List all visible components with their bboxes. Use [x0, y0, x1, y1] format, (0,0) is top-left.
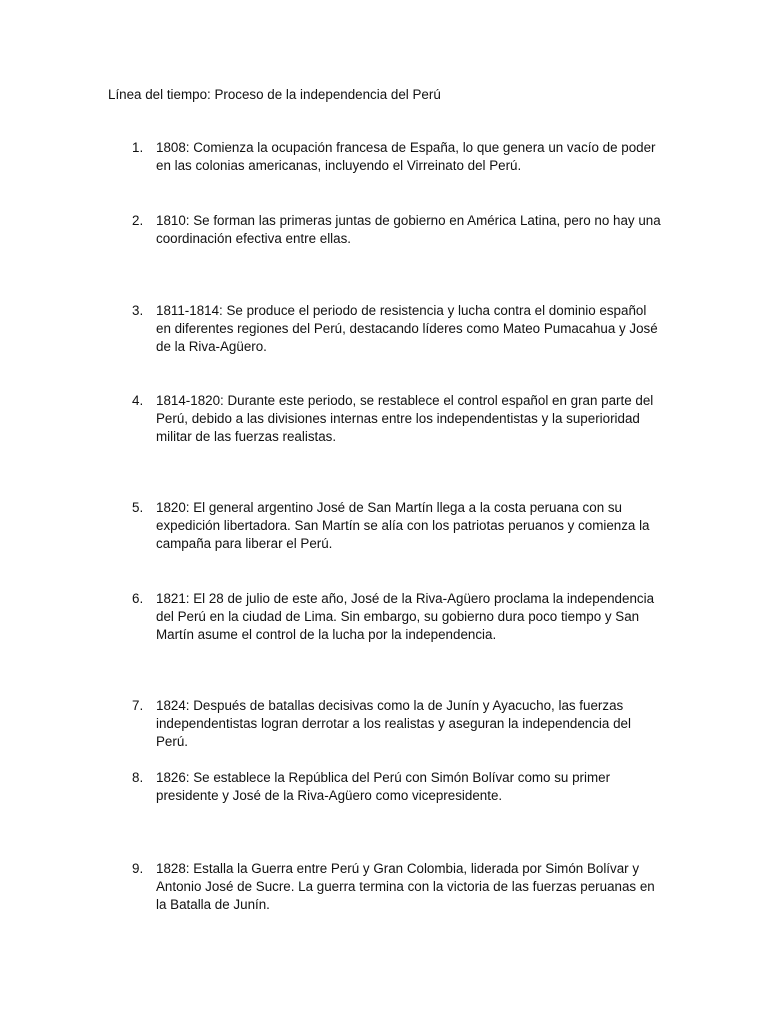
list-item-text: 1824: Después de batallas decisivas como la de Junín y Ayacucho, las fuerzas independentistas logran derrotar a los realistas y aseguran la independencia del Perú. — [156, 698, 631, 749]
list-item-number: 3. — [132, 303, 144, 318]
list-item-text: 1828: Estalla la Guerra entre Perú y Gran Colombia, liderada por Simón Bolívar y Antonio José de Sucre. La guerra termina con la victoria de las fuerzas peruanas en la Batalla de Junín. — [156, 861, 655, 912]
list-item-number: 4. — [132, 393, 144, 408]
list-item-number: 8. — [132, 770, 144, 785]
list-item-number: 1. — [132, 140, 144, 155]
list-item-text: 1826: Se establece la República del Perú con Simón Bolívar como su primer presidente y José de la Riva-Agüero como vicepresidente. — [156, 770, 611, 803]
list-item-number: 2. — [132, 213, 144, 228]
list-item-text: 1811-1814: Se produce el periodo de resistencia y lucha contra el dominio español en diferentes regiones del Perú, destacando líderes como Mateo Pumacahua y José de la Riva-Agüero. — [156, 303, 658, 354]
list-item-text: 1810: Se forman las primeras juntas de gobierno en América Latina, pero no hay una coordinación efectiva entre ellas. — [156, 213, 661, 246]
list-item-text: 1808: Comienza la ocupación francesa de España, lo que genera un vacío de poder en las colonias americanas, incluyendo el Virreinato del Perú. — [156, 140, 656, 173]
list-item-number: 9. — [132, 861, 144, 876]
list-item-text: 1814-1820: Durante este periodo, se restablece el control español en gran parte del Perú, debido a las divisiones internas entre los independentistas y la superioridad militar de las fuerzas realistas. — [156, 393, 654, 444]
list-item-text: 1820: El general argentino José de San Martín llega a la costa peruana con su expedición libertadora. San Martín se alía con los patriotas peruanos y comienza la campaña para liberar el Perú. — [156, 500, 650, 551]
list-item-number: 7. — [132, 698, 144, 713]
document-title: Línea del tiempo: Proceso de la independencia del Perú — [108, 87, 441, 102]
list-item-number: 5. — [132, 500, 144, 515]
list-item-number: 6. — [132, 591, 144, 606]
list-item-text: 1821: El 28 de julio de este año, José de la Riva-Agüero proclama la independencia del Perú en la ciudad de Lima. Sin embargo, su gobierno dura poco tiempo y San Martín asume el control de la lucha por la independencia. — [156, 591, 655, 642]
